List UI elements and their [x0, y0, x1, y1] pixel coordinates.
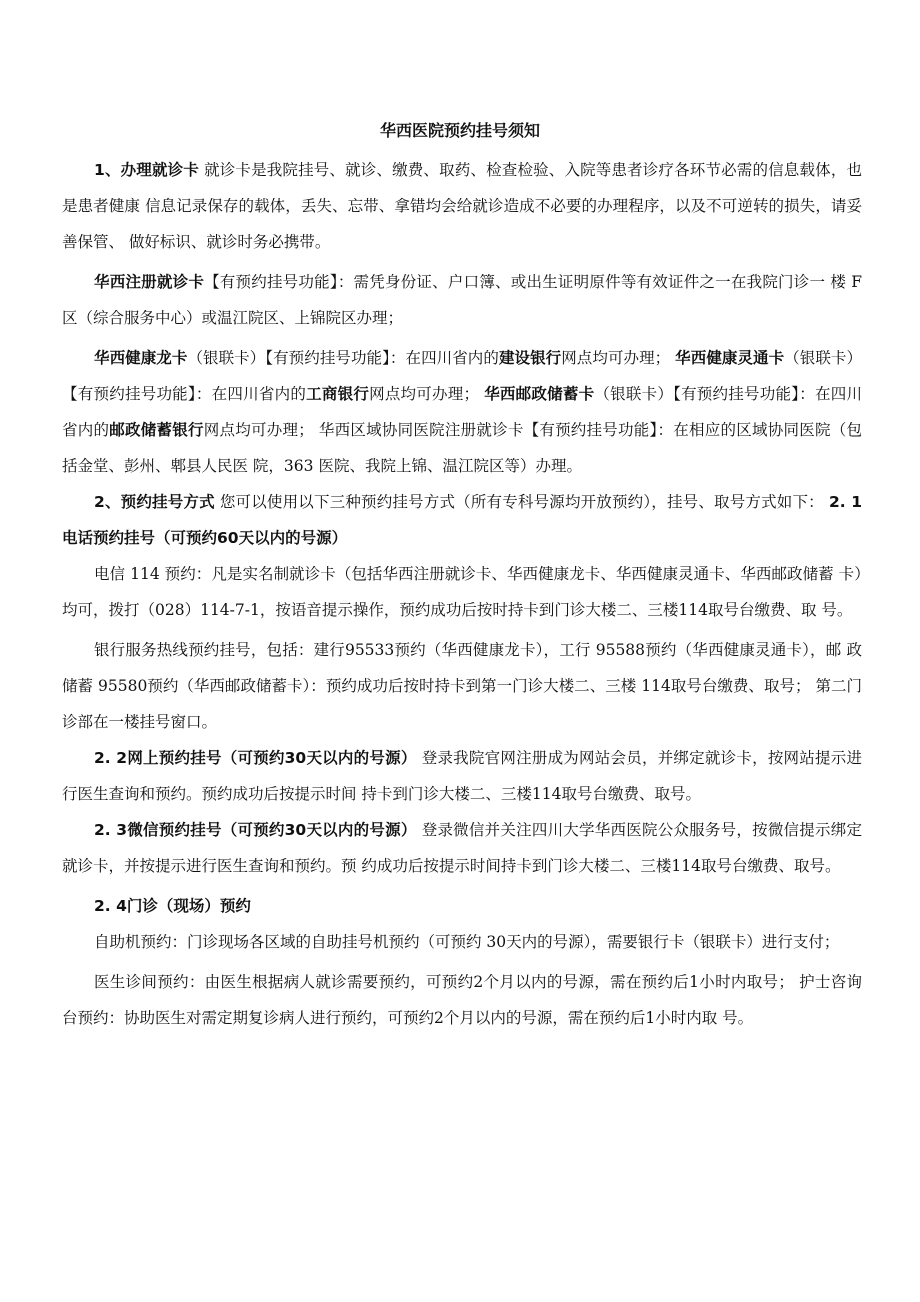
- paragraph-telecom-booking: 电信 114 预约：凡是实名制就诊卡（包括华西注册就诊卡、华西健康龙卡、华西健康灵通卡、华西邮政储蓄 卡）均可，拨打（028）114-7-1，按语音提示操作，预约成功后按时持卡到门诊大楼二、三楼114取号台缴费、取 号。: [62, 565, 862, 619]
- paragraph-self-service: 自助机预约：门诊现场各区域的自助挂号机预约（可预约 30天内的号源），需要银行卡（银联卡）进行支付；: [94, 933, 840, 951]
- lingtong-card-name: 华西健康灵通卡: [675, 349, 785, 367]
- paragraph-onsite-heading: [62, 888, 862, 924]
- paragraph-wechat-booking: 2. 3微信预约挂号（可预约30天以内的号源） 登录微信并关注四川大学华西医院公众服务号，按微信提示绑定就诊卡，并按提示进行医生查询和预约。预 约成功后按提示时间持卡到门诊大楼二、三楼114取号台缴费、取号。: [62, 821, 862, 875]
- card-intro-text: 就诊卡是我院挂号、就诊、缴费、取药、检查检验、入院等患者诊疗各环节必需的信息载体，也是患者健康 信息记录保存的载体，丢失、忘带、拿错均会给就诊造成不必要的办理程序，以及不可逆转的损失，请妥善保管、 做好标识、就诊时务必携带。: [62, 161, 862, 251]
- subsection-phone-booking: 2. 1电话预约挂号（可预约60天以内的号源）: [62, 493, 862, 547]
- paragraph-bank-cards: 华西健康龙卡（银联卡）【有预约挂号功能】：在四川省内的建设银行网点均可办理； 华西健康灵通卡（银联卡）【有预约挂号功能】：在四川省内的工商银行网点均可办理； 华西邮政储蓄卡（银联卡）【有预约挂号功能】：在四川省内的邮政储蓄银行网点均可办理； 华西区域协同医院注册就诊卡【有预约挂号功能】：在相应的区域协同医院（包括金堂、彭州、郫县人民医 院，363 医院、我院上锦、温江院区等）办理。: [62, 349, 862, 475]
- subsection-onsite-booking: 2. 4门诊（现场）预约: [94, 897, 251, 915]
- section-heading-1: 1、办理就诊卡: [94, 161, 199, 179]
- subsection-wechat-booking: 2. 3微信预约挂号（可预约30天以内的号源）: [94, 821, 417, 839]
- long-card-name: 华西健康龙卡: [94, 349, 188, 367]
- bank-ccb: 建设银行: [498, 349, 562, 367]
- paragraph-online-booking: 2. 2网上预约挂号（可预约30天以内的号源） 登录我院官网注册成为网站会员，并绑定就诊卡，按网站提示进行医生查询和预约。预约成功后按提示时间 持卡到门诊大楼二、三楼114取号台缴费、取号。: [62, 749, 862, 803]
- section-heading-2: 2、预约挂号方式: [94, 493, 215, 511]
- paragraph-doctor-nurse: 医生诊间预约：由医生根据病人就诊需要预约，可预约2个月以内的号源，需在预约后1小时内取号； 护士咨询台预约：协助医生对需定期复诊病人进行预约，可预约2个月以内的号源，需在预约后1小时内取 号。: [62, 973, 862, 1027]
- paragraph-booking-methods: 2、预约挂号方式 您可以使用以下三种预约挂号方式（所有专科号源均开放预约），挂号、取号方式如下： 2. 1电话预约挂号（可预约60天以内的号源）: [62, 493, 862, 547]
- registered-card-name: 华西注册就诊卡: [94, 273, 205, 291]
- document-title: 华西医院预约挂号须知: [379, 121, 540, 140]
- bank-icbc: 工商银行: [306, 385, 370, 403]
- paragraph-registered-card: 华西注册就诊卡【有预约挂号功能】：需凭身份证、户口簿、或出生证明原件等有效证件之一在我院门诊一 楼 F 区（综合服务中心）或温江院区、上锦院区办理；: [62, 273, 862, 327]
- paragraph-bank-hotline: 银行服务热线预约挂号，包括：建行95533预约（华西健康龙卡），工行 95588预约（华西健康灵通卡），邮 政储蓄 95580预约（华西邮政储蓄卡）：预约成功后按时持卡到第一门诊大楼二、三楼 114取号台缴费、取号； 第二门诊部在一楼挂号窗口。: [62, 641, 862, 731]
- paragraph-card-intro: [62, 152, 862, 260]
- document-body: [62, 152, 862, 1036]
- subsection-online-booking: 2. 2网上预约挂号（可预约30天以内的号源）: [94, 749, 417, 767]
- postal-card-name: 华西邮政储蓄卡: [484, 385, 595, 403]
- bank-psbc: 邮政储蓄银行: [109, 421, 204, 439]
